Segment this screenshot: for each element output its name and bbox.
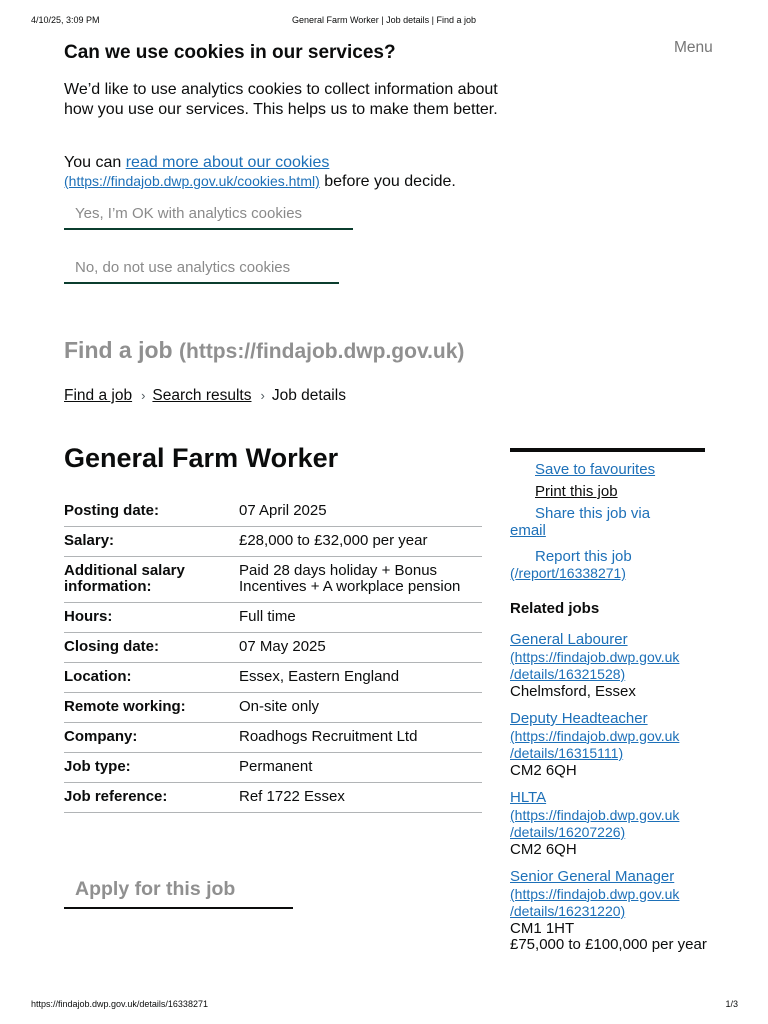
related-job-url: (https://findajob.dwp.gov.uk bbox=[510, 885, 680, 902]
sidebar-divider bbox=[510, 448, 705, 452]
detail-label: Hours: bbox=[64, 603, 239, 633]
share-label-line-2: email bbox=[510, 522, 546, 539]
cookie-info-link[interactable]: read more about our cookies bbox=[125, 154, 330, 171]
breadcrumb-current: Job details bbox=[271, 387, 346, 404]
related-job-url: (https://findajob.dwp.gov.uk bbox=[510, 648, 680, 665]
table-row bbox=[64, 633, 482, 663]
list-item bbox=[510, 711, 710, 779]
page-title: General Farm Worker bbox=[64, 443, 339, 473]
table-row bbox=[64, 557, 482, 603]
related-job-link[interactable] bbox=[510, 631, 679, 683]
table-row bbox=[64, 753, 482, 783]
related-job-title: Deputy Headteacher bbox=[510, 710, 648, 727]
detail-label: Posting date: bbox=[64, 497, 239, 527]
table-row bbox=[64, 693, 482, 723]
detail-label: Additional salary information: bbox=[64, 557, 239, 603]
detail-label: Job reference: bbox=[64, 783, 239, 813]
related-job-url: /details/16231220) bbox=[510, 903, 626, 919]
print-page-title: General Farm Worker | Job details | Find a job bbox=[291, 15, 477, 25]
detail-value: 07 May 2025 bbox=[239, 633, 482, 663]
detail-value: On-site only bbox=[239, 693, 482, 723]
job-actions bbox=[510, 461, 705, 582]
breadcrumb-find-a-job[interactable]: Find a job bbox=[64, 387, 133, 404]
print-page-number: 1/3 bbox=[725, 999, 738, 1009]
related-job-location: CM1 1HT bbox=[510, 919, 575, 937]
list-item bbox=[510, 869, 710, 954]
accept-analytics-cookies-button[interactable]: Yes, I’m OK with analytics cookies bbox=[64, 203, 353, 230]
list-item bbox=[510, 632, 710, 700]
table-row bbox=[64, 723, 482, 753]
report-url: (/report/16338271) bbox=[510, 565, 626, 581]
detail-value: Permanent bbox=[239, 753, 482, 783]
related-job-location: Chelmsford, Essex bbox=[510, 682, 636, 700]
detail-value: Roadhogs Recruitment Ltd bbox=[239, 723, 482, 753]
detail-value: Essex, Eastern England bbox=[239, 663, 482, 693]
breadcrumb bbox=[64, 387, 346, 405]
related-job-location: CM2 6QH bbox=[510, 761, 577, 779]
related-jobs-heading: Related jobs bbox=[510, 600, 600, 617]
cookie-more-info bbox=[64, 153, 534, 191]
service-name-link[interactable] bbox=[64, 337, 464, 364]
print-job-link[interactable]: Print this job bbox=[535, 483, 618, 500]
related-job-location: CM2 6QH bbox=[510, 840, 577, 858]
chevron-right-icon: › bbox=[141, 388, 146, 403]
table-row bbox=[64, 663, 482, 693]
detail-label: Job type: bbox=[64, 753, 239, 783]
related-job-title: HLTA bbox=[510, 789, 547, 806]
cookie-more-prefix: You can bbox=[64, 154, 126, 171]
detail-label: Closing date: bbox=[64, 633, 239, 663]
related-job-url: /details/16321528) bbox=[510, 666, 626, 682]
related-job-url: /details/16207226) bbox=[510, 824, 626, 840]
share-job-email-link[interactable] bbox=[510, 505, 650, 539]
related-job-title: General Labourer bbox=[510, 631, 628, 648]
related-job-url: (https://findajob.dwp.gov.uk bbox=[510, 806, 680, 823]
report-label: Report this job bbox=[535, 548, 632, 565]
detail-label: Location: bbox=[64, 663, 239, 693]
detail-value: Paid 28 days holiday + Bonus Incentives + A workplace pension bbox=[239, 557, 482, 603]
share-label-line-1: Share this job via bbox=[535, 505, 651, 522]
apply-button[interactable]: Apply for this job bbox=[64, 878, 293, 909]
detail-label: Salary: bbox=[64, 527, 239, 557]
detail-value: Ref 1722 Essex bbox=[239, 783, 482, 813]
breadcrumb-search-results[interactable]: Search results bbox=[152, 387, 252, 404]
table-row bbox=[64, 783, 482, 813]
print-footer-url: https://findajob.dwp.gov.uk/details/16338271 bbox=[31, 999, 208, 1009]
detail-value: £28,000 to £32,000 per year bbox=[239, 527, 482, 557]
related-job-url: /details/16315111) bbox=[510, 745, 624, 761]
related-job-link[interactable] bbox=[510, 868, 679, 920]
related-job-title: Senior General Manager bbox=[510, 868, 675, 885]
report-job-link[interactable] bbox=[510, 548, 632, 582]
table-row bbox=[64, 603, 482, 633]
service-name: Find a job bbox=[64, 337, 173, 363]
related-jobs-list bbox=[510, 632, 710, 965]
save-to-favourites-link[interactable]: Save to favourites bbox=[535, 461, 656, 478]
table-row bbox=[64, 497, 482, 527]
menu-button[interactable]: Menu bbox=[674, 39, 713, 56]
cookie-banner-heading: Can we use cookies in our services? bbox=[64, 42, 396, 63]
list-item bbox=[510, 790, 710, 858]
reject-analytics-cookies-button[interactable]: No, do not use analytics cookies bbox=[64, 257, 339, 284]
cookie-banner-description: We’d like to use analytics cookies to collect information about how you use our services. This helps us to make them better. bbox=[64, 81, 498, 118]
cookie-more-suffix: before you decide. bbox=[319, 173, 456, 190]
related-job-url: (https://findajob.dwp.gov.uk bbox=[510, 727, 680, 744]
print-datetime: 4/10/25, 3:09 PM bbox=[31, 15, 100, 25]
table-row bbox=[64, 527, 482, 557]
detail-label: Company: bbox=[64, 723, 239, 753]
related-job-salary: £75,000 to £100,000 per year bbox=[510, 936, 707, 953]
detail-label: Remote working: bbox=[64, 693, 239, 723]
cookie-info-url[interactable]: (https://findajob.dwp.gov.uk/cookies.html) bbox=[64, 173, 320, 189]
related-job-link[interactable] bbox=[510, 710, 679, 762]
related-job-link[interactable] bbox=[510, 789, 679, 841]
chevron-right-icon: › bbox=[260, 388, 265, 403]
detail-value: 07 April 2025 bbox=[239, 497, 482, 527]
detail-value: Full time bbox=[239, 603, 482, 633]
service-url: (https://findajob.dwp.gov.uk) bbox=[179, 340, 465, 363]
job-details-table bbox=[64, 497, 482, 813]
